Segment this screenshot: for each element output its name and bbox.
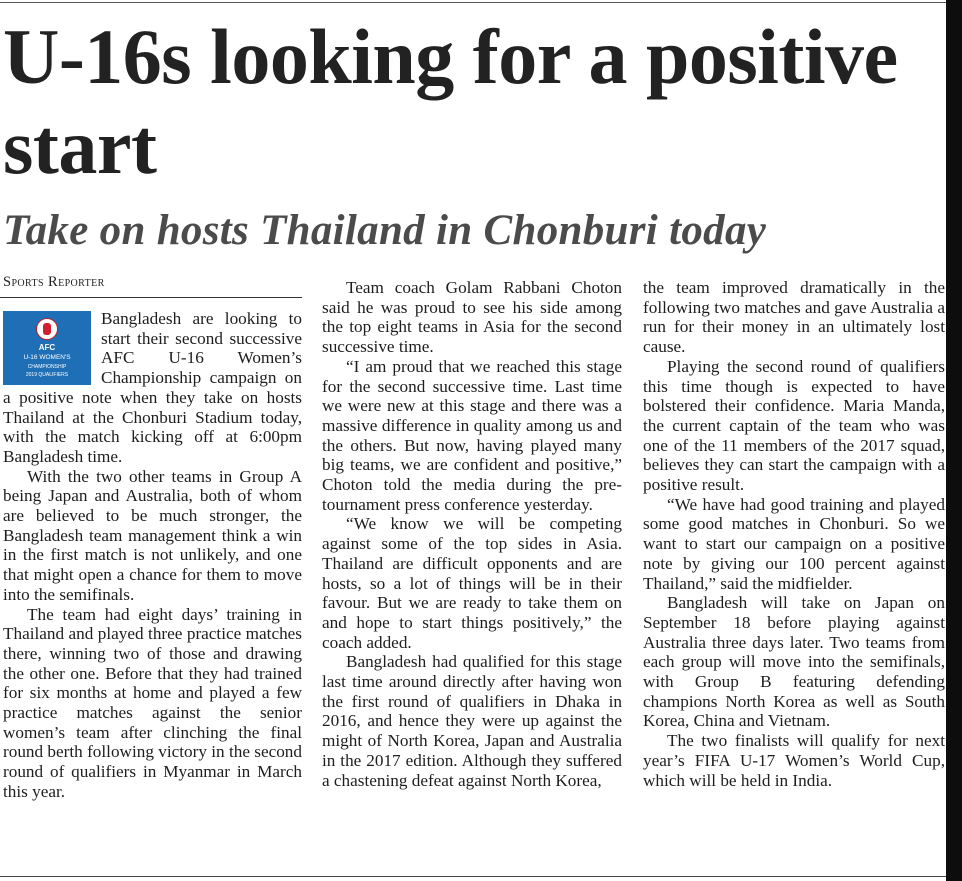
logo-text-4: 2019 QUALIFIERS <box>25 372 69 378</box>
paragraph: Bangladesh had qualified for this stage last time around directly after having won the first round of qualifiers in Dhaka in 2016, and hence they were up against the might of North Korea, Japan and Australia in the 2017 edition. Although they suffered a chastening defeat against North Korea, <box>322 652 622 790</box>
bottom-rule <box>0 876 946 877</box>
subheadline: Take on hosts Thailand in Chonburi today <box>3 207 767 254</box>
paragraph: “We have had good training and played some good matches in Chonburi. So we want to start our campaign on a positive note by giving our 100 percent against Thailand,” said the midfielder. <box>643 494 945 593</box>
paragraph: Bangladesh are looking to start their second successive AFC U-16 Women’s Championship campaign on a positive note when they take on hosts Thailand at the Chonburi Stadium today, with the match kicking off at 6:00pm Bangladesh time. <box>3 309 302 466</box>
article-column-3 <box>643 278 945 790</box>
paragraph: Playing the second round of qualifiers this time though is expected to have bolstered their confidence. Maria Manda, the current captain of the team who was one of the 11 members of the 2017 squad, believes they can start the campaign with a positive result. <box>643 356 945 495</box>
paragraph: Bangladesh will take on Japan on September 18 before playing against Australia three days later. Two teams from each group will move into the semifinals, with Group B featuring defending champions North Korea as well as South Korea, China and Vietnam. <box>643 593 945 731</box>
paragraph: the team improved dramatically in the following two matches and gave Australia a run for their money in an ultimately lost cause. <box>643 278 945 357</box>
logo-text-3: CHAMPIONSHIP <box>27 364 67 370</box>
headline: U-16s looking for a positive start <box>3 13 898 190</box>
logo-text-1: AFC <box>38 343 56 352</box>
logo-text-2: U-16 WOMEN'S <box>23 354 71 361</box>
paragraph: “I am proud that we reached this stage for the second successive time. Last time we were new at this stage and there was a massive difference in quality among us and the others. But now, having played many big teams, we are confident and positive,” Choton told the media during the pre-tournament press conference yesterday. <box>322 356 622 514</box>
paragraph: Team coach Golam Rabbani Choton said he was proud to see his side among the top eight teams in Asia for the second successive time. <box>322 278 622 357</box>
byline-rule <box>0 297 302 298</box>
article-column-1 <box>3 309 302 802</box>
paragraph: The team had eight days’ training in Thailand and played three practice matches there, winning two of those and drawing the other one. Before that they had trained for six months at home and played a few practice matches against the senior women’s team after clinching the final round berth following victory in the second round of qualifiers in Myanmar in March this year. <box>3 604 302 801</box>
paragraph: With the two other teams in Group A being Japan and Australia, both of whom are believed to be much stronger, the Bangladesh team management think a win in the first match is not unlikely, and one that might open a chance for them to move into the semifinals. <box>3 466 302 604</box>
paragraph: “We know we will be competing against some of the top sides in Asia. Thailand are difficult opponents and are hosts, so a lot of things will be in their favour. But we are ready to take them on and hope to start things positively,” the coach added. <box>322 514 622 652</box>
top-rule <box>0 2 946 3</box>
byline: Sports Reporter <box>3 274 105 290</box>
article-column-2 <box>322 278 622 790</box>
paragraph: The two finalists will qualify for next year’s FIFA U-17 Women’s World Cup, which will be held in India. <box>643 731 945 790</box>
football-icon <box>36 318 58 340</box>
afc-logo <box>3 311 91 385</box>
page-edge-bar <box>946 0 962 881</box>
